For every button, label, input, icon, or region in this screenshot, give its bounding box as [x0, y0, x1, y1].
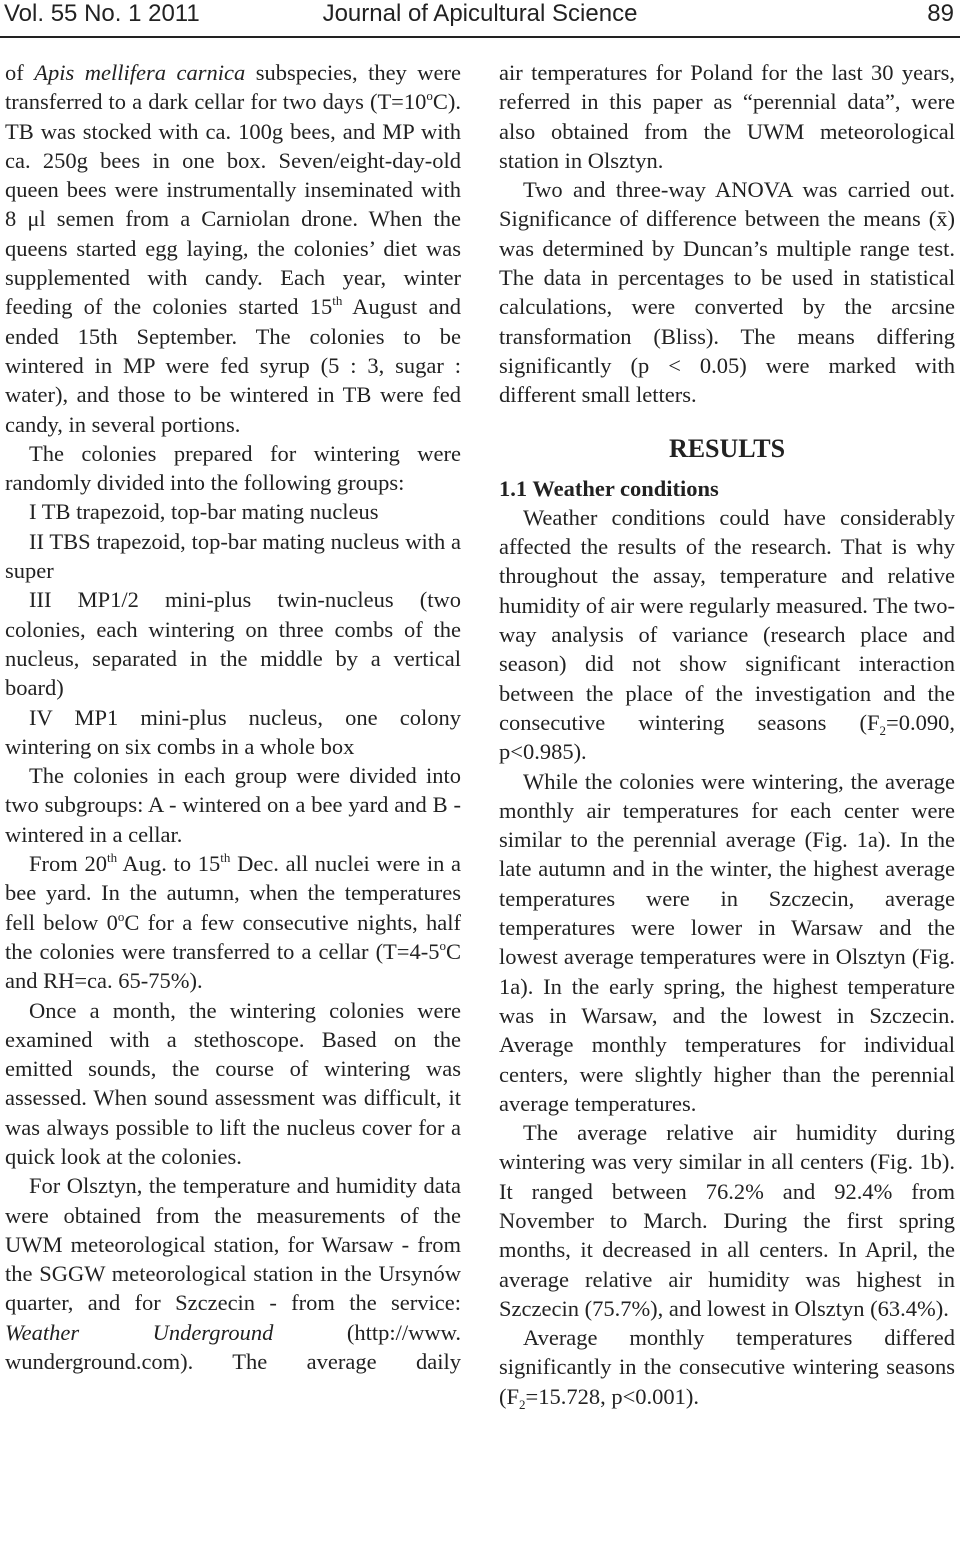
- mean-symbol: x̄: [936, 206, 948, 232]
- paragraph: For Olsztyn, the temperature and humidity data were obtained from the measurements of the UWM meteorological station, for Warsaw - from the SGGW meteorological station in the Ursynów quarter, and for Szczecin - from the service: Weather Underground (http://www. wunderground.com). The average daily: [5, 1173, 461, 1375]
- list-item: IV MP1 mini-plus nucleus, one colony wintering on six combs in a whole box: [5, 704, 461, 759]
- paragraph: air temperatures for Poland for the last 30 years, referred in this paper as “perennial data”, were also obtained from the UWM meteorological station in Olsztyn.: [499, 60, 955, 173]
- journal-title: Journal of Apicultural Science: [322, 0, 638, 27]
- section-heading: RESULTS: [668, 433, 786, 463]
- paragraph: Weather conditions could have considerably affected the results of the research. That is why throughout the assay, temperature and relative humidity of air were regularly measured. The two-way analysis of variance (research place and season) did not show significant interaction between the place of the investigation and the consecutive wintering seasons ($F_2=0.090$, p<0.985).: [499, 504, 955, 765]
- list-item: II TBS trapezoid, top-bar mating nucleus with a super: [5, 528, 461, 584]
- left-column: [5, 58, 461, 1376]
- species-name: Apis mellifera carnica: [34, 60, 246, 85]
- paragraph: Once a month, the wintering colonies were examined with a stethoscope. Based on the emitted sounds, the course of wintering was assessed. When sound assessment was difficult, it was always possible to lift the nucleus cover for a quick look at the colonies.: [5, 997, 461, 1169]
- subsection-heading: 1.1 Weather conditions: [499, 475, 719, 501]
- volume-issue: Vol. 55 No. 1 2011: [4, 0, 200, 27]
- paragraph: From 20th Aug. to 15th Dec. all nuclei were in a bee yard. In the autumn, when the temperatures fell below 0$^o$C for a few consecutive nights, half the colonies were transferred to a cellar ($T=4-5^oC$ and RH=ca. 65-75%).: [5, 850, 462, 994]
- paragraph: Two and three-way ANOVA was carried out. Significance of difference between the means (x̄) was determined by Duncan’s multiple range test. The data in percentages to be used in statistical calculations, were converted by the arcsine transformation (Bliss). The means differing significantly (p < 0.05) were marked with different small letters.: [499, 177, 955, 408]
- page-number: 89: [927, 0, 954, 27]
- running-header: [0, 0, 960, 36]
- paragraph: of Apis mellifera carnica subspecies, they were transferred to a dark cellar for two days $(T=10^oC)$. TB was stocked with ca. 100g bees, and MP with ca. 250g bees in one box. Seven/eight-day-old queen bees were instrumentally inseminated with 8 μl semen from a Carniolan drone. When the queens started egg laying, the colonies’ diet was supplemented with candy. Each year, winter feeding of the colonies started 15th August and ended 15th September. The colonies to be wintered in MP were fed syrup (5 : 3, sugar : water), and those to be wintered in TB were fed candy, in several portions.: [5, 60, 462, 437]
- paragraph: The average relative air humidity during wintering was very similar in all centers (Fig. 1b). It ranged between 76.2% and 92.4% from November to March. During the first spring months, it decreased in all centers. In April, the average relative air humidity was highest in Szczecin (75.7%), and lowest in Olsztyn (63.4%).: [499, 1120, 955, 1321]
- source-name: Weather Underground: [5, 1319, 274, 1345]
- header-rule: [0, 36, 960, 38]
- right-column: [499, 58, 955, 1411]
- paragraph: Average monthly temperatures differed significantly in the consecutive wintering seasons ($F_2=15.728$, p<0.001).: [499, 1325, 955, 1412]
- paragraph: The colonies prepared for wintering were randomly divided into the following groups:: [5, 440, 461, 496]
- paragraph: The colonies in each group were divided into two subgroups: A - wintered on a bee yard and B - wintered in a cellar.: [5, 763, 461, 847]
- paragraph: While the colonies were wintering, the average monthly air temperatures for each center were similar to the perennial average (Fig. 1a). In the late autumn and in the winter, the highest average temperatures were in Szczecin, average temperatures were lower in Warsaw and the lowest average temperatures were in Olsztyn (Fig. 1a). In the early spring, the highest temperature was in Warsaw, and the lowest in Szczecin. Average monthly temperatures for individual centers, were slightly higher than the perennial average temperatures.: [499, 768, 955, 1116]
- list-item: I TB trapezoid, top-bar mating nucleus: [29, 499, 379, 525]
- list-item: III MP1/2 mini-plus twin-nucleus (two colonies, each wintering on three combs of the nucleus, separated in the middle by a vertical board): [5, 587, 461, 701]
